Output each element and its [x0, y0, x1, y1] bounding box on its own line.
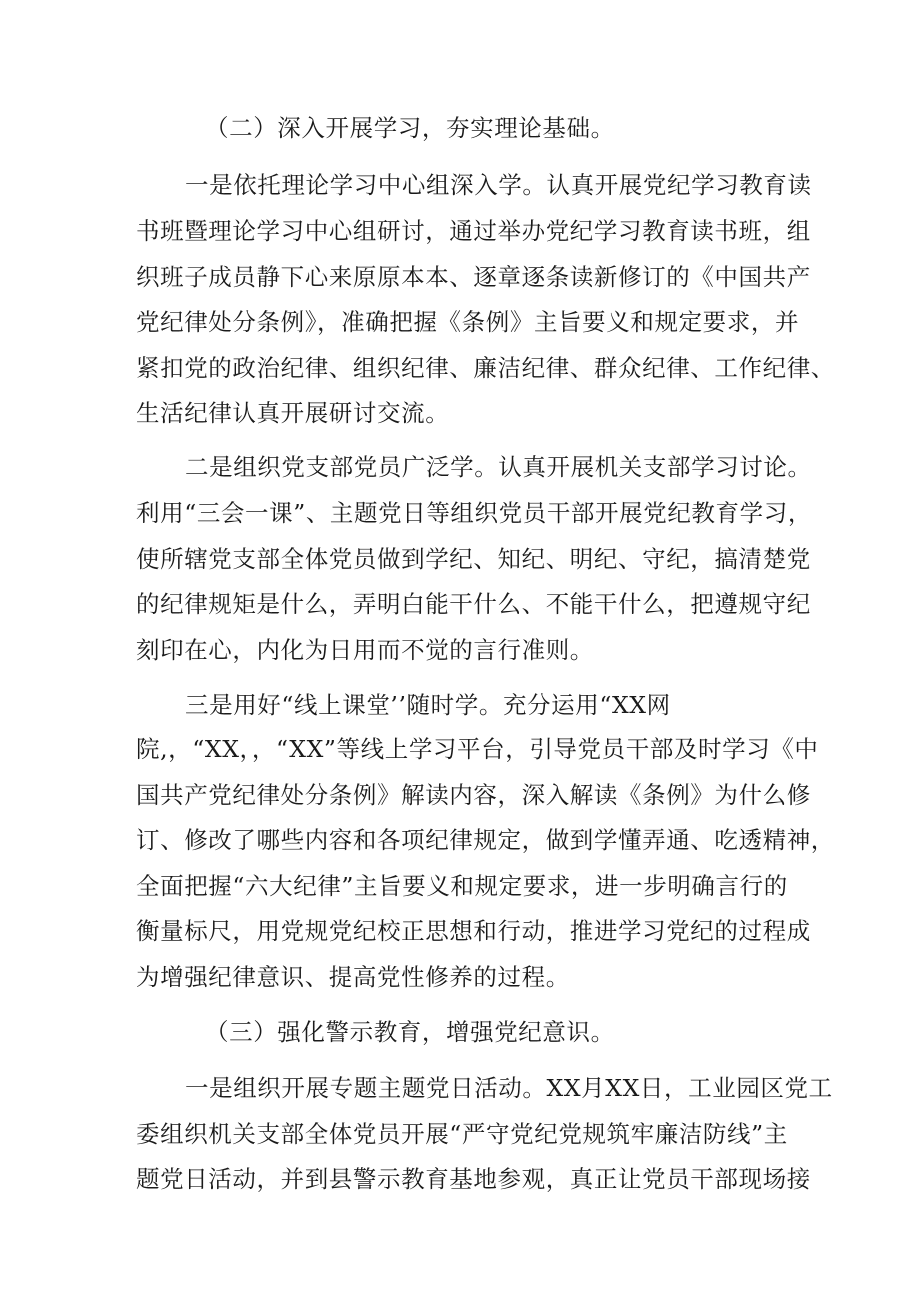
text-line: 订、修改了哪些内容和各项纪律规定，做到学懂弄通、吃透精神，	[136, 826, 835, 854]
section-heading-3: （三）强化警示教育，增强党纪意识。	[205, 1018, 615, 1046]
text-line: 一是组织开展专题主题党日活动。XX月XX日，工业园区党工	[185, 1074, 833, 1102]
text-line: 刻印在心，内化为日用而不觉的言行准则。	[136, 636, 594, 664]
text-line: 院,，“XX，，“XX”等线上学习平台，引导党员干部及时学习《中	[136, 735, 819, 763]
text-line: 全面把握“六大纪律”主旨要义和规定要求，进一步明确言行的	[136, 872, 788, 900]
text-line: 委组织机关支部全体党员开展“严守党纪党规筑牢廉洁防线”主	[136, 1120, 788, 1148]
text-line: 为增强纪律意识、提高党性修养的过程。	[136, 963, 570, 991]
text-line: 衡量标尺，用党规党纪校正思想和行动，推进学习党纪的过程成	[136, 917, 811, 945]
text-line: 三是用好“线上课堂’’随时学。充分运用“XX网	[185, 691, 671, 719]
section-heading-2: （二）深入开展学习，夯实理论基础。	[205, 114, 615, 142]
text-line: 国共产党纪律处分条例》解读内容，深入解读《条例》为什么修	[136, 781, 811, 809]
text-line: 生活纪律认真开展研讨交流。	[136, 399, 450, 427]
text-line: 紧扣党的政治纪律、组织纪律、廉洁纪律、群众纪律、工作纪律、	[136, 354, 835, 382]
text-line: 使所辖党支部全体党员做到学纪、知纪、明纪、守纪，搞清楚党	[136, 545, 811, 573]
text-line: 书班暨理论学习中心组研讨，通过举办党纪学习教育读书班，组	[136, 217, 811, 245]
text-line: 党纪律处分条例》，准确把握《条例》主旨要义和规定要求，并	[136, 308, 800, 336]
text-line: 利用“三会一课”、主题党日等组织党员干部开展党纪教育学习，	[136, 499, 812, 527]
text-line: 题党日活动，并到县警示教育基地参观，真正让党员干部现场接	[136, 1165, 811, 1193]
text-line: 的纪律规矩是什么，弄明白能干什么、不能干什么，把遵规守纪	[136, 590, 811, 618]
text-line: 织班子成员静下心来原原本本、逐章逐条读新修订的《中国共产	[136, 263, 811, 291]
text-line: 二是组织党支部党员广泛学。认真开展机关支部学习讨论。	[185, 453, 812, 481]
text-line: 一是依托理论学习中心组深入学。认真开展党纪学习教育读	[185, 171, 812, 199]
